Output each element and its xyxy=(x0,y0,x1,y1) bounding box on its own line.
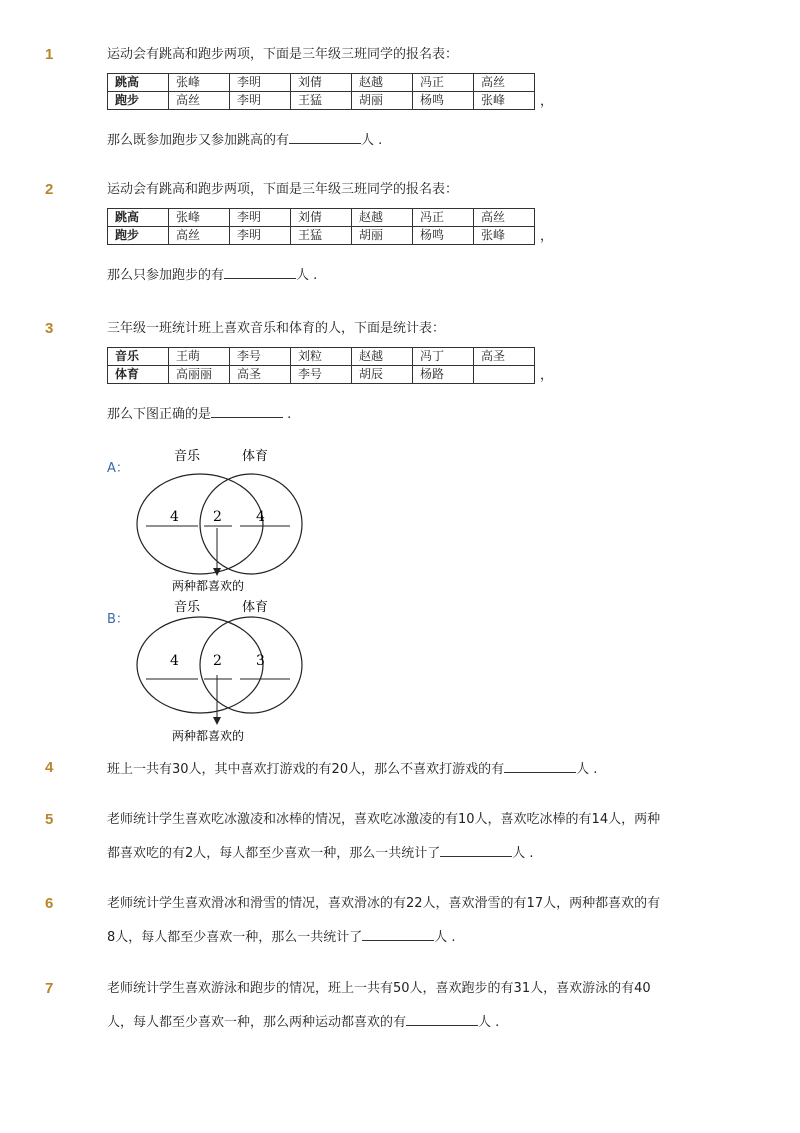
venn-set1-label: 音乐 xyxy=(174,449,201,464)
table-cell: 刘粒 xyxy=(291,348,352,366)
question-text-before: 人，每人都至少喜欢一种，那么两种运动都喜欢的有 xyxy=(107,1015,407,1030)
table-cell: 跑步 xyxy=(108,227,169,245)
venn-diagram-b[interactable] xyxy=(130,595,320,745)
venn-set2-label: 体育 xyxy=(242,600,269,615)
venn-arrow-head xyxy=(213,717,221,725)
table-cell: 冯丁 xyxy=(413,348,474,366)
option-a-label: A： xyxy=(107,461,129,476)
table-cell: 高圣 xyxy=(230,366,291,384)
table-cell: 王萌 xyxy=(169,348,230,366)
question-text-line2 xyxy=(107,927,456,947)
question-text-before: 那么下图正确的是 xyxy=(107,407,212,422)
question-text-before: 8人，每人都至少喜欢一种，那么一共统计了 xyxy=(107,930,363,945)
table-cell: 赵越 xyxy=(352,209,413,227)
table-cell: 高丝 xyxy=(169,92,230,110)
question-number: 5 xyxy=(45,811,54,828)
table-cell: 赵越 xyxy=(352,348,413,366)
signup-table xyxy=(107,208,535,245)
question-text-after: 人 . xyxy=(361,133,383,148)
question-text-after: 人 . xyxy=(512,846,534,861)
comma: ， xyxy=(540,229,554,244)
venn-right-count: 4 xyxy=(256,509,265,525)
comma: ， xyxy=(540,94,554,109)
venn-left-count: 4 xyxy=(170,509,179,525)
table-row xyxy=(108,92,535,110)
question-text-line2 xyxy=(107,1012,499,1032)
table-cell: 张峰 xyxy=(169,209,230,227)
table-cell: 杨鸣 xyxy=(413,92,474,110)
question-number: 4 xyxy=(45,759,54,776)
table-cell: 跳高 xyxy=(108,209,169,227)
table-cell: 李明 xyxy=(230,92,291,110)
question-number: 7 xyxy=(45,980,54,997)
question-text-after: . xyxy=(283,407,292,422)
table-cell: 杨路 xyxy=(413,366,474,384)
table-cell: 张峰 xyxy=(474,227,535,245)
question-text-after: 人 . xyxy=(576,762,598,777)
table-cell: 王猛 xyxy=(291,227,352,245)
question-text xyxy=(107,404,291,424)
question-number: 6 xyxy=(45,895,54,912)
table-cell: 王猛 xyxy=(291,92,352,110)
venn-both-label: 两种都喜欢的 xyxy=(172,729,245,743)
question-text-before: 那么只参加跑步的有 xyxy=(107,268,225,283)
answer-blank[interactable] xyxy=(289,130,361,144)
answer-blank[interactable] xyxy=(211,404,283,418)
table-cell: 胡丽 xyxy=(352,227,413,245)
question-number: 1 xyxy=(45,46,54,63)
venn-diagram-a[interactable] xyxy=(130,444,320,594)
question-text-line2 xyxy=(107,843,534,863)
answer-blank[interactable] xyxy=(224,265,296,279)
table-cell: 高丝 xyxy=(474,74,535,92)
table-cell: 李号 xyxy=(291,366,352,384)
venn-set2-label: 体育 xyxy=(242,449,269,464)
venn-set1-label: 音乐 xyxy=(174,600,201,615)
comma: ， xyxy=(540,368,554,383)
table-cell: 赵越 xyxy=(352,74,413,92)
table-cell: 冯正 xyxy=(413,74,474,92)
question-prompt: 三年级一班统计班上喜欢音乐和体育的人，下面是统计表： xyxy=(107,321,446,336)
answer-blank[interactable] xyxy=(440,843,512,857)
question-text-after: 人 . xyxy=(296,268,318,283)
table-cell: 张峰 xyxy=(474,92,535,110)
question-text-after: 人 . xyxy=(434,930,456,945)
question-number: 2 xyxy=(45,181,54,198)
table-cell: 音乐 xyxy=(108,348,169,366)
table-cell: 胡丽 xyxy=(352,92,413,110)
answer-blank[interactable] xyxy=(504,759,576,773)
table-cell: 高丽丽 xyxy=(169,366,230,384)
question-number: 3 xyxy=(45,320,54,337)
question-text xyxy=(107,265,317,285)
answer-blank[interactable] xyxy=(362,927,434,941)
question-text-line1: 老师统计学生喜欢滑冰和滑雪的情况，喜欢滑冰的有22人，喜欢滑雪的有17人，两种都喜欢的有 xyxy=(107,896,661,911)
table-cell xyxy=(474,366,535,384)
question-text xyxy=(107,130,382,150)
table-cell: 李明 xyxy=(230,209,291,227)
question-text-line1: 老师统计学生喜欢吃冰激凌和冰棒的情况，喜欢吃冰激凌的有10人，喜欢吃冰棒的有14人，两种 xyxy=(107,812,661,827)
question-prompt: 运动会有跳高和跑步两项，下面是三年级三班同学的报名表： xyxy=(107,47,459,62)
table-cell: 跑步 xyxy=(108,92,169,110)
table-cell: 李明 xyxy=(230,227,291,245)
table-cell: 高丝 xyxy=(474,209,535,227)
table-cell: 冯正 xyxy=(413,209,474,227)
option-b-label: B： xyxy=(107,612,129,627)
question-text-after: 人 . xyxy=(478,1015,500,1030)
table-cell: 高圣 xyxy=(474,348,535,366)
question-text-line1: 老师统计学生喜欢游泳和跑步的情况，班上一共有50人，喜欢跑步的有31人，喜欢游泳的有40 xyxy=(107,981,651,996)
table-cell: 胡辰 xyxy=(352,366,413,384)
table-cell: 跳高 xyxy=(108,74,169,92)
table-cell: 张峰 xyxy=(169,74,230,92)
table-cell: 李号 xyxy=(230,348,291,366)
table-cell: 体育 xyxy=(108,366,169,384)
table-cell: 高丝 xyxy=(169,227,230,245)
venn-both-label: 两种都喜欢的 xyxy=(172,579,245,593)
venn-mid-count: 2 xyxy=(213,653,222,669)
table-row xyxy=(108,227,535,245)
table-cell: 刘倩 xyxy=(291,74,352,92)
table-row xyxy=(108,366,535,384)
survey-table xyxy=(107,347,535,384)
table-cell: 刘倩 xyxy=(291,209,352,227)
venn-left-count: 4 xyxy=(170,653,179,669)
table-row xyxy=(108,74,535,92)
question-text-before: 班上一共有30人，其中喜欢打游戏的有20人，那么不喜欢打游戏的有 xyxy=(107,762,505,777)
question-text-before: 那么既参加跑步又参加跳高的有 xyxy=(107,133,290,148)
question-text-before: 都喜欢吃的有2人，每人都至少喜欢一种，那么一共统计了 xyxy=(107,846,441,861)
table-cell: 杨鸣 xyxy=(413,227,474,245)
signup-table xyxy=(107,73,535,110)
answer-blank[interactable] xyxy=(406,1012,478,1026)
venn-mid-count: 2 xyxy=(213,509,222,525)
question-text xyxy=(107,759,597,779)
venn-right-count: 3 xyxy=(256,653,265,669)
table-row xyxy=(108,348,535,366)
question-prompt: 运动会有跳高和跑步两项，下面是三年级三班同学的报名表： xyxy=(107,182,459,197)
table-row xyxy=(108,209,535,227)
table-cell: 李明 xyxy=(230,74,291,92)
